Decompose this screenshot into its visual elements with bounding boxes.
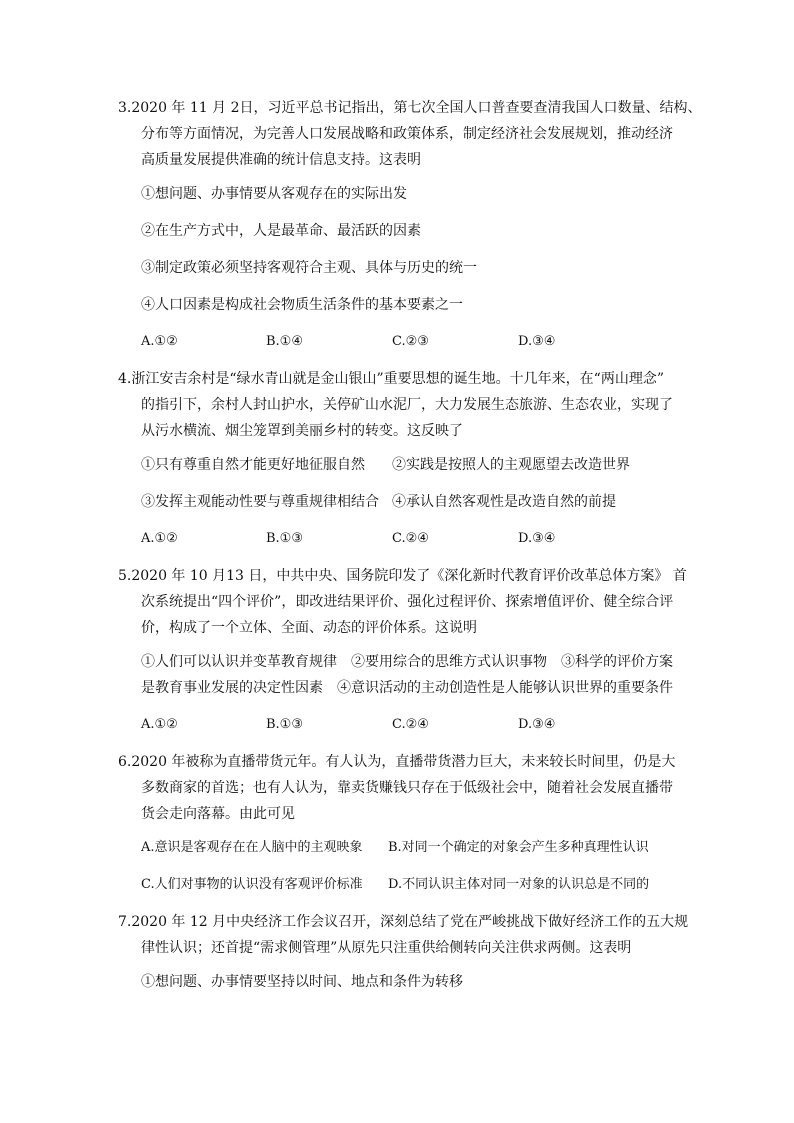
question-stem-line: 高质量发展提供准确的统计信息支持。这表明 bbox=[141, 152, 421, 168]
statement-item: ①只有尊重自然才能更好地征服自然 bbox=[141, 457, 365, 473]
statement-item: ③发挥主观能动性要与尊重规律相结合 bbox=[141, 494, 379, 510]
question-stem-line: 的指引下，余村人封山护水，关停矿山水泥厂，大力发展生态旅游、生态农业，实现了 bbox=[141, 397, 673, 413]
answer-choice-d[interactable]: D.③④ bbox=[518, 717, 556, 732]
statement-item: ②在生产方式中，人是最革命、最活跃的因素 bbox=[141, 223, 421, 239]
answer-choice-b[interactable]: B.对同一个确定的对象会产生多种真理性认识 bbox=[388, 840, 649, 855]
statement-item: ④承认自然客观性是改造自然的前提 bbox=[392, 494, 616, 510]
answer-choice-a[interactable]: A.①② bbox=[141, 531, 178, 546]
answer-choice-c[interactable]: C.②④ bbox=[392, 717, 429, 732]
answer-choice-a[interactable]: A.①② bbox=[141, 717, 178, 732]
statement-item: ②实践是按照人的主观愿望去改造世界 bbox=[392, 457, 630, 473]
statement-item: ③制定政策必须坚持客观符合主观、具体与历史的统一 bbox=[141, 260, 477, 276]
statement-item: ①人们可以认识并变革教育规律 ②要用综合的思维方式认识事物 ③科学的评价方案 bbox=[141, 654, 673, 670]
question-stem-line: 4.浙江安吉余村是“绿水青山就是金山银山”重要思想的诞生地。十几年来，在“两山理念” bbox=[118, 371, 664, 387]
statement-item: ④人口因素是构成社会物质生活条件的基本要素之一 bbox=[141, 297, 463, 313]
question-stem-line: 分布等方面情况，为完善人口发展战略和政策体系，制定经济社会发展规划，推动经济 bbox=[141, 126, 673, 142]
question-stem-line: 多数商家的首选；也有人认为，靠卖货赚钱只存在于低级社会中，随着社会发展直播带 bbox=[141, 780, 673, 796]
question-stem-line: 货会走向落幕。由此可见 bbox=[141, 806, 295, 822]
answer-choice-c[interactable]: C.②④ bbox=[392, 531, 429, 546]
question-stem-line: 从污水横流、烟尘笼罩到美丽乡村的转变。这反映了 bbox=[141, 423, 463, 439]
answer-choice-d[interactable]: D.③④ bbox=[518, 531, 556, 546]
statement-item: ①想问题、办事情要坚持以时间、地点和条件为转移 bbox=[141, 974, 463, 990]
answer-choice-d[interactable]: D.不同认识主体对同一对象的认识总是不同的 bbox=[388, 877, 650, 892]
question-stem-line: 7.2020 年 12 月中央经济工作会议召开，深刻总结了党在严峻挑战下做好经济工作的五大规 bbox=[118, 914, 689, 930]
statement-item: ①想问题、办事情要从客观存在的实际出发 bbox=[141, 186, 407, 202]
answer-choice-a[interactable]: A.意识是客观存在在人脑中的主观映象 bbox=[141, 840, 363, 855]
question-stem-line: 5.2020 年 10 月13 日，中共中央、国务院印发了《深化新时代教育评价改革总体方案》 首 bbox=[118, 568, 687, 584]
question-stem-line: 价，构成了一个立体、全面、动态的评价体系。这说明 bbox=[141, 620, 477, 636]
answer-choice-c[interactable]: C.人们对事物的认识没有客观评价标准 bbox=[141, 877, 363, 892]
answer-choice-b[interactable]: B.①④ bbox=[266, 334, 303, 349]
answer-choice-b[interactable]: B.①③ bbox=[266, 717, 303, 732]
question-stem-line: 律性认识；还首提“需求侧管理”从原先只注重供给侧转向关注供求两侧。这表明 bbox=[141, 940, 632, 956]
question-stem-line: 次系统提出“四个评价”，即改进结果评价、强化过程评价、探索增值评价、健全综合评 bbox=[141, 594, 674, 610]
answer-choice-d[interactable]: D.③④ bbox=[518, 334, 556, 349]
answer-choice-c[interactable]: C.②③ bbox=[392, 334, 429, 349]
answer-choice-b[interactable]: B.①③ bbox=[266, 531, 303, 546]
question-stem-line: 3.2020 年 11 月 2日，习近平总书记指出，第七次全国人口普查要查清我国人口数量、结构、 bbox=[118, 100, 702, 116]
answer-choice-a[interactable]: A.①② bbox=[141, 334, 178, 349]
question-stem-line: 6.2020 年被称为直播带货元年。有人认为，直播带货潜力巨大，未来较长时间里，仍是大 bbox=[118, 754, 676, 770]
statement-item: 是教育事业发展的决定性因素 ④意识活动的主动创造性是人能够认识世界的重要条件 bbox=[141, 680, 673, 696]
